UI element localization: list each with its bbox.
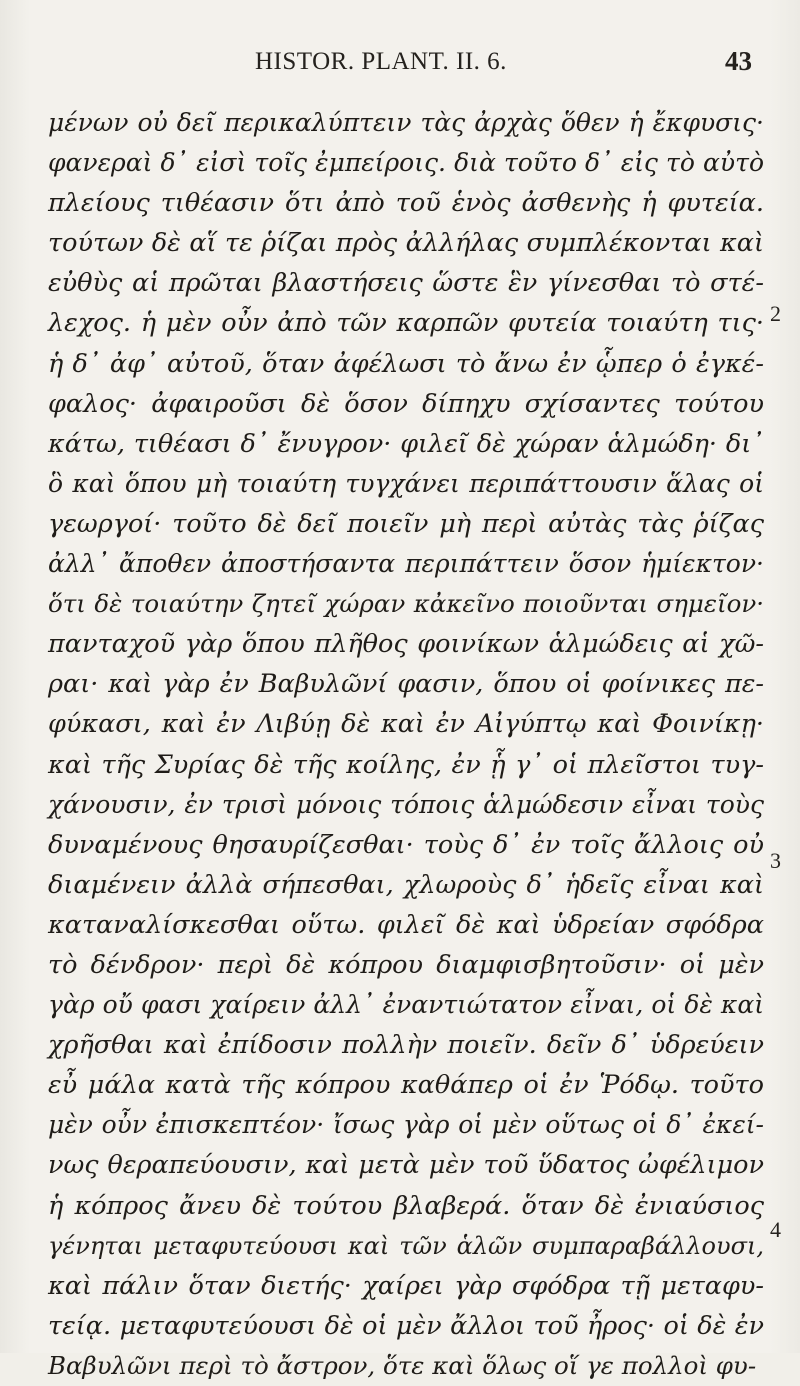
greek-text-block bbox=[48, 103, 764, 1386]
text-line: χάνουσιν, ἐν τρισὶ μόνοις τόποις ἁλμώδεσιν εἶναι τοὺς bbox=[48, 789, 764, 819]
text-line: λεχος. ἡ μὲν οὖν ἀπὸ τῶν καρπῶν φυτεία τοιαύτη τις· bbox=[48, 308, 764, 339]
text-line: διαμένειν ἀλλὰ σήπεσθαι, χλωροὺς δ᾽ ἡδεῖς εἶναι καὶ bbox=[48, 869, 764, 900]
text-line: μένων οὐ δεῖ περικαλύπτειν τὰς ἀρχὰς ὅθεν ἡ ἔκφυσις· bbox=[48, 108, 764, 137]
running-head: HISTOR. PLANT. II. 6. bbox=[255, 48, 507, 75]
text-line: γεωργοί· τοῦτο δὲ δεῖ ποιεῖν μὴ περὶ αὐτὰς τὰς ῥίζας bbox=[48, 508, 764, 539]
text-line: ὅτι δὲ τοιαύτην ζητεῖ χώραν κἀκεῖνο ποιοῦνται σημεῖον· bbox=[48, 589, 764, 619]
section-number: 3 bbox=[770, 848, 781, 873]
text-line: δυναμένους θησαυρίζεσθαι· τοὺς δ᾽ ἐν τοῖς ἄλλοις οὐ bbox=[48, 829, 764, 860]
text-line: εὖ μάλα κατὰ τῆς κόπρου καθάπερ οἱ ἐν Ῥόδῳ. τοῦτο bbox=[48, 1070, 764, 1101]
text-line: γένηται μεταφυτεύουσι καὶ τῶν ἁλῶν συμπαραβάλλουσι, bbox=[48, 1231, 764, 1260]
page-header bbox=[0, 44, 800, 84]
text-line: χρῆσθαι καὶ ἐπίδοσιν πολλὴν ποιεῖν. δεῖν δ᾽ ὑδρεύειν bbox=[48, 1030, 764, 1061]
section-number: 4 bbox=[770, 1217, 781, 1242]
text-line: καὶ πάλιν ὅταν διετής· χαίρει γὰρ σφόδρα τῇ μεταφυ- bbox=[48, 1270, 764, 1301]
text-line: τούτων δὲ αἵ τε ῥίζαι πρὸς ἀλλήλας συμπλέκονται καὶ bbox=[48, 228, 764, 259]
text-line: εὐθὺς αἱ πρῶται βλαστήσεις ὥστε ἓν γίνεσθαι τὸ στέ- bbox=[48, 268, 764, 299]
page-number: 43 bbox=[725, 46, 752, 76]
text-line: φύκασι, καὶ ἐν Λιβύῃ δὲ καὶ ἐν Αἰγύπτῳ καὶ Φοινίκῃ· bbox=[48, 709, 764, 740]
text-line: ὃ καὶ ὅπου μὴ τοιαύτη τυγχάνει περιπάττουσιν ἅλας οἱ bbox=[48, 468, 764, 498]
margin-section-numbers bbox=[770, 0, 800, 1353]
text-line: κάτω, τιθέασι δ᾽ ἔνυγρον· φιλεῖ δὲ χώραν ἁλμώδη· δι᾽ bbox=[48, 428, 764, 459]
text-line: ραι· καὶ γὰρ ἐν Βαβυλῶνί φασιν, ὅπου οἱ φοίνικες πε- bbox=[48, 669, 764, 700]
text-line: καταναλίσκεσθαι οὕτω. φιλεῖ δὲ καὶ ὑδρείαν σφόδρα bbox=[48, 909, 764, 940]
text-line: τείᾳ. μεταφυτεύουσι δὲ οἱ μὲν ἄλλοι τοῦ ἦρος· οἱ δὲ ἐν bbox=[48, 1310, 764, 1341]
text-line: γὰρ οὔ φασι χαίρειν ἀλλ᾽ ἐναντιώτατον εἶναι, οἱ δὲ καὶ bbox=[48, 990, 764, 1020]
text-line: ἡ δ᾽ ἀφ᾽ αὐτοῦ, ὅταν ἀφέλωσι τὸ ἄνω ἐν ᾧπερ ὁ ἐγκέ- bbox=[48, 348, 764, 379]
text-line: Βαβυλῶνι περὶ τὸ ἄστρον, ὅτε καὶ ὅλως οἵ γε πολλοὶ φυ- bbox=[48, 1350, 757, 1380]
text-line: ἀλλ᾽ ἄποθεν ἀποστήσαντα περιπάττειν ὅσον ἡμίεκτον· bbox=[48, 549, 764, 579]
text-line: φανεραὶ δ᾽ εἰσὶ τοῖς ἐμπείροις. διὰ τοῦτο δ᾽ εἰς τὸ αὐτὸ bbox=[48, 148, 764, 178]
text-line: τὸ δένδρον· περὶ δὲ κόπρου διαμφισβητοῦσιν· οἱ μὲν bbox=[48, 949, 764, 980]
text-line: πανταχοῦ γὰρ ὅπου πλῆθος φοινίκων ἁλμώδεις αἱ χῶ- bbox=[48, 629, 764, 660]
section-number: 2 bbox=[770, 301, 781, 326]
text-line: καὶ τῆς Συρίας δὲ τῆς κοίλης, ἐν ᾗ γ᾽ οἱ πλεῖστοι τυγ- bbox=[48, 749, 764, 780]
text-line: φαλος· ἀφαιροῦσι δὲ ὅσον δίπηχυ σχίσαντες τούτου bbox=[48, 388, 764, 419]
text-line: πλείους τιθέασιν ὅτι ἀπὸ τοῦ ἑνὸς ἀσθενὴς ἡ φυτεία. bbox=[48, 188, 764, 219]
text-line: νως θεραπεύουσιν, καὶ μετὰ μὲν τοῦ ὕδατος ὠφέλιμον bbox=[48, 1150, 764, 1181]
text-line: ἡ κόπρος ἄνευ δὲ τούτου βλαβερά. ὅταν δὲ ἐνιαύσιος bbox=[48, 1190, 764, 1221]
text-line: μὲν οὖν ἐπισκεπτέον· ἴσως γὰρ οἱ μὲν οὕτως οἱ δ᾽ ἐκεί- bbox=[48, 1110, 764, 1140]
